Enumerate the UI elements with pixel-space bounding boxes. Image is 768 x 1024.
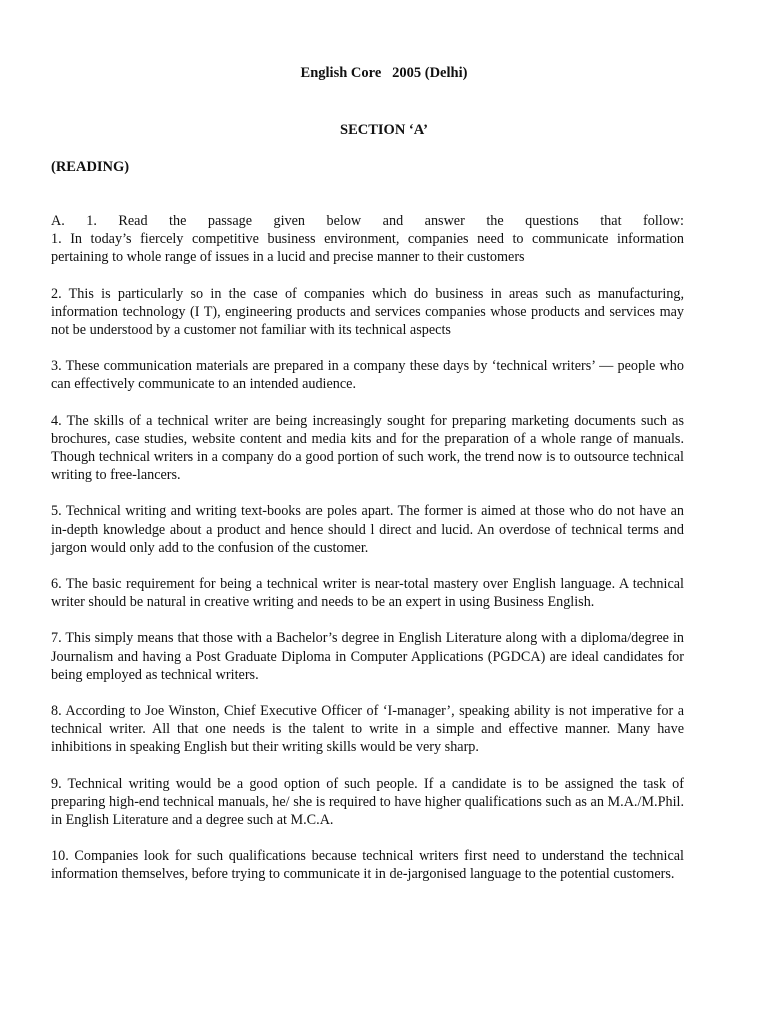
passage-paragraph-2: 2. This is particularly so in the case of companies which do business in areas such as manufacturing, information technology (I T), engineering products and services companies whose products and services may not be understood by a customer not familiar with its technical aspects xyxy=(51,285,684,339)
passage-paragraph-7: 7. This simply means that those with a Bachelor’s degree in English Literature along with a diploma/degree in Journalism and having a Post Graduate Diploma in Computer Applications (PGDCA) are ideal candidates for being employed as technical writers. xyxy=(51,630,684,683)
instruction-line: A. 1. Read the passage given below and answer the questions that follow: xyxy=(51,213,684,229)
section-heading: SECTION ‘A’ xyxy=(340,122,428,138)
passage-body xyxy=(51,212,684,902)
paragraph-text: 1. In today’s fiercely competitive business environment, companies need to communicate information pertaining to whole range of issues in a lucid and precise manner to their customers xyxy=(51,231,684,266)
document-title: English Core 2005 (Delhi) xyxy=(300,65,468,81)
passage-paragraph-10: 10. Companies look for such qualifications because technical writers first need to understand the technical information themselves, before trying to communicate it in de-jargonised language to the potential customers. xyxy=(51,848,684,883)
passage-paragraph-6: 6. The basic requirement for being a technical writer is near-total mastery over English language. A technical writer should be natural in creative writing and needs to be an expert in using Business English. xyxy=(51,576,684,611)
passage-paragraph-5: 5. Technical writing and writing text-books are poles apart. The former is aimed at those who do not have an in-depth knowledge about a product and hence should l direct and lucid. An overdose of technical terms and jargon would only add to the confusion of the customer. xyxy=(51,503,684,556)
passage-paragraph-4: 4. The skills of a technical writer are being increasingly sought for preparing marketing documents such as brochures, case studies, website content and media kits and for the preparation of a whole range of manuals. Though technical writers in a company do a good portion of such work, the trend now is to outsource technical writing to free-lancers. xyxy=(51,412,684,484)
reading-subheading: (READING) xyxy=(51,159,130,175)
passage-paragraph-9: 9. Technical writing would be a good option of such people. If a candidate is to be assigned the task of preparing high-end technical manuals, he/ she is required to have higher qualifications such as an M.A./M.Phil. in English Literature and a degree such at M.C.A. xyxy=(51,775,684,829)
passage-paragraph-3: 3. These communication materials are prepared in a company these days by ‘technical writers’ — people who can effectively communicate to an intended audience. xyxy=(51,358,684,393)
passage-paragraph-8: 8. According to Joe Winston, Chief Executive Officer of ‘I-manager’, speaking ability is not imperative for a technical writer. All that one needs is the talent to write in a simple and effective manner. Many have inhibitions in speaking English but their writing skills would be very sharp. xyxy=(51,703,684,756)
passage-paragraph-1 xyxy=(51,212,684,267)
